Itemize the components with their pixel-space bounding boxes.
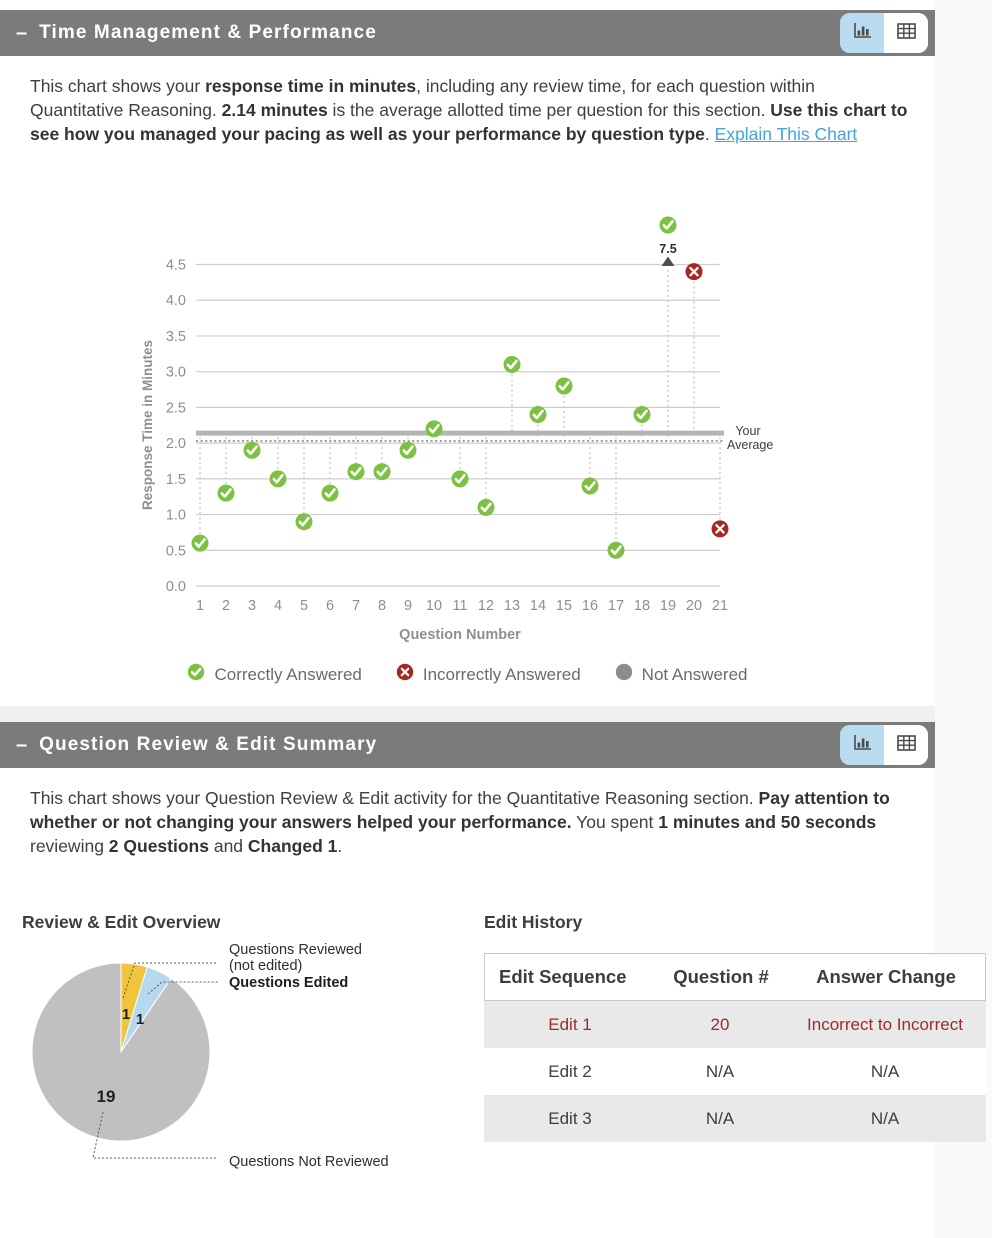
cell-answer-change: Incorrect to Incorrect <box>807 1014 963 1034</box>
svg-text:10: 10 <box>425 598 443 614</box>
cell-answer-change: N/A <box>870 1061 900 1081</box>
chart-view-button[interactable] <box>840 13 884 53</box>
svg-text:9: 9 <box>403 598 413 614</box>
svg-text:20: 20 <box>685 598 703 614</box>
svg-text:Response Time in Minutes: Response Time in Minutes <box>140 339 155 511</box>
pie-label-not-reviewed: Questions Not Reviewed <box>229 1154 389 1170</box>
table-grid-icon <box>897 735 916 756</box>
legend-label: Correctly Answered <box>214 664 362 684</box>
svg-text:19: 19 <box>659 598 677 614</box>
svg-text:3.0: 3.0 <box>165 364 186 381</box>
review-edit-description: This chart shows your Question Review & Edit activity for the Quantitative Reasoning section. Pay attention to whether or not changing your answers helped your performance. You spent 1 minutes and 50 seconds reviewing 2 Questions and Changed 1. <box>30 788 890 856</box>
data-point-q7 <box>348 463 365 480</box>
table-grid-icon <box>897 23 916 44</box>
data-point-q13 <box>504 356 521 373</box>
table-view-button[interactable] <box>884 725 928 765</box>
cell-edit-sequence: Edit 3 <box>548 1108 592 1128</box>
data-point-q9 <box>400 442 417 459</box>
data-point-q20 <box>686 263 703 280</box>
section-header-time-management[interactable] <box>0 10 935 56</box>
edit-history-header-row <box>484 953 986 1001</box>
cell-question-number: N/A <box>705 1108 735 1128</box>
your-average-label: Your Average <box>727 424 774 452</box>
cell-question-number: N/A <box>705 1061 735 1081</box>
svg-text:11: 11 <box>452 598 468 614</box>
x-circle-icon <box>396 663 414 686</box>
section-title: Time Management & Performance <box>39 22 377 43</box>
data-point-q2 <box>218 485 235 502</box>
pie-value-not-reviewed: 19 <box>96 1087 116 1106</box>
review-overview-title: Review & Edit Overview <box>22 912 221 932</box>
svg-text:6: 6 <box>325 598 335 614</box>
bar-chart-icon <box>852 22 873 45</box>
legend-item-correct <box>187 663 361 686</box>
svg-text:15: 15 <box>555 598 573 614</box>
svg-text:13: 13 <box>503 598 521 614</box>
explain-chart-link[interactable]: Explain This Chart <box>714 124 858 144</box>
svg-text:4.0: 4.0 <box>165 293 186 310</box>
data-point-q8 <box>374 463 391 480</box>
view-toggle <box>840 13 928 53</box>
edit-history-title: Edit History <box>484 912 583 932</box>
legend-label: Not Answered <box>641 664 748 684</box>
collapse-icon[interactable]: – <box>16 21 28 44</box>
section-title: Question Review & Edit Summary <box>39 734 378 755</box>
data-point-q17 <box>608 542 625 559</box>
chart-legend <box>0 663 935 686</box>
svg-text:14: 14 <box>529 598 547 614</box>
svg-text:18: 18 <box>633 598 651 614</box>
cell-question-number: 20 <box>710 1014 730 1034</box>
data-point-q6 <box>322 485 339 502</box>
data-point-q19 <box>660 217 677 234</box>
svg-text:4: 4 <box>273 598 283 614</box>
svg-text:21: 21 <box>711 598 729 614</box>
svg-text:Question Number: Question Number <box>399 627 521 643</box>
svg-text:7.5: 7.5 <box>659 242 677 256</box>
svg-text:16: 16 <box>581 598 599 614</box>
section-header-review-edit[interactable] <box>0 722 935 768</box>
column-header-answer-change: Answer Change <box>816 966 956 987</box>
legend-item-incorrect <box>396 663 581 686</box>
svg-text:2.0: 2.0 <box>165 436 186 453</box>
pie-value-edited: 1 <box>135 1011 145 1028</box>
pie-slice-2 <box>32 963 210 1141</box>
edit-history-table <box>484 953 986 1142</box>
chart-view-button[interactable] <box>840 725 884 765</box>
data-point-q4 <box>270 470 287 487</box>
data-point-q10 <box>426 420 443 437</box>
pie-label-reviewed: Questions Reviewed (not edited) <box>229 942 362 974</box>
view-toggle <box>840 725 928 765</box>
response-time-chart <box>0 195 935 655</box>
data-point-q3 <box>244 442 261 459</box>
svg-text:0.0: 0.0 <box>165 579 186 595</box>
svg-text:1: 1 <box>195 598 205 614</box>
legend-item-not-answered <box>615 663 748 686</box>
cell-answer-change: N/A <box>870 1108 900 1128</box>
table-row <box>484 1095 986 1142</box>
table-view-button[interactable] <box>884 13 928 53</box>
table-row <box>484 1048 986 1095</box>
data-point-q1 <box>192 535 209 552</box>
svg-text:12: 12 <box>477 598 495 614</box>
check-circle-icon <box>187 663 205 686</box>
bar-chart-icon <box>852 734 873 757</box>
svg-text:1.5: 1.5 <box>165 471 186 488</box>
collapse-icon[interactable]: – <box>16 733 28 756</box>
svg-text:0.5: 0.5 <box>165 543 186 560</box>
cell-edit-sequence: Edit 1 <box>548 1014 592 1034</box>
section-divider <box>0 706 935 722</box>
data-point-q15 <box>556 377 573 394</box>
time-management-description: This chart shows your response time in minutes, including any review time, for each question within Quantitative Reasoning. 2.14 minutes is the average allotted time per question for this section. Use this chart to see how you managed your pacing as well as your performance by question type. Explain This Chart <box>30 76 908 144</box>
svg-text:2: 2 <box>221 598 231 614</box>
legend-label: Incorrectly Answered <box>422 664 581 684</box>
data-point-q16 <box>582 477 599 494</box>
svg-text:2.5: 2.5 <box>165 400 186 417</box>
column-header-question: Question # <box>673 966 769 987</box>
dot-circle-icon <box>615 663 633 686</box>
svg-text:4.5: 4.5 <box>165 257 186 274</box>
svg-text:5: 5 <box>299 598 309 614</box>
table-row <box>484 1001 986 1048</box>
pie-value-reviewed: 1 <box>121 1006 131 1023</box>
svg-text:3: 3 <box>247 598 257 614</box>
pie-label-edited: Questions Edited <box>229 975 349 991</box>
data-point-q11 <box>452 470 469 487</box>
svg-text:7: 7 <box>351 598 361 614</box>
svg-text:8: 8 <box>377 598 387 614</box>
data-point-q12 <box>478 499 495 516</box>
cell-edit-sequence: Edit 2 <box>548 1061 592 1081</box>
svg-text:1.0: 1.0 <box>165 507 186 524</box>
data-point-q5 <box>296 513 313 530</box>
data-point-q14 <box>530 406 547 423</box>
svg-text:3.5: 3.5 <box>165 328 186 345</box>
svg-text:17: 17 <box>607 598 625 614</box>
data-point-q18 <box>634 406 651 423</box>
data-point-q21 <box>712 520 729 537</box>
column-header-edit-sequence: Edit Sequence <box>499 966 627 987</box>
